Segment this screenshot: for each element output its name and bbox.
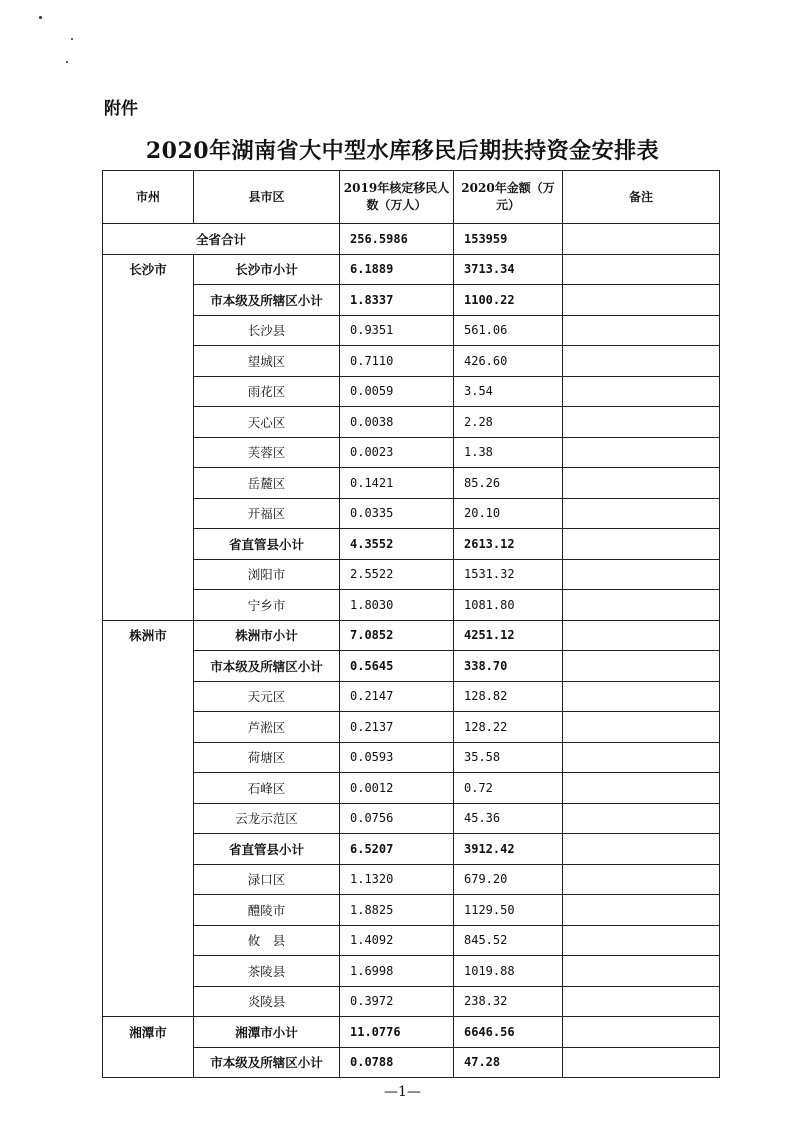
- city-cell: [103, 498, 194, 529]
- city-cell: [103, 956, 194, 987]
- remark-cell: [563, 956, 720, 987]
- city-cell: [103, 895, 194, 926]
- population-cell: 11.0776: [340, 1017, 454, 1048]
- city-cell: [103, 712, 194, 743]
- table-row: [103, 376, 720, 407]
- remark-cell: [563, 346, 720, 377]
- population-cell: 1.6998: [340, 956, 454, 987]
- population-cell: 0.0012: [340, 773, 454, 804]
- county-cell: 茶陵县: [194, 956, 340, 987]
- population-cell: 0.3972: [340, 986, 454, 1017]
- county-cell: 天心区: [194, 407, 340, 438]
- remark-cell: [563, 285, 720, 316]
- table-row: [103, 529, 720, 560]
- city-cell: [103, 529, 194, 560]
- amount-cell: 3912.42: [454, 834, 563, 865]
- population-cell: 4.3552: [340, 529, 454, 560]
- city-cell: [103, 864, 194, 895]
- county-cell: 省直管县小计: [194, 834, 340, 865]
- population-cell: 0.0038: [340, 407, 454, 438]
- table-row: [103, 712, 720, 743]
- county-cell: 石峰区: [194, 773, 340, 804]
- city-cell: [103, 315, 194, 346]
- table-row: [103, 986, 720, 1017]
- amount-cell: 3.54: [454, 376, 563, 407]
- table-row: [103, 407, 720, 438]
- remark-cell: [563, 407, 720, 438]
- county-cell: 岳麓区: [194, 468, 340, 499]
- county-cell: 荷塘区: [194, 742, 340, 773]
- table-body: [103, 224, 720, 1078]
- remark-cell: [563, 803, 720, 834]
- remark-cell: [563, 986, 720, 1017]
- remark-cell: [563, 468, 720, 499]
- table-row: [103, 895, 720, 926]
- city-cell: [103, 376, 194, 407]
- county-cell: 长沙县: [194, 315, 340, 346]
- table-row: [103, 773, 720, 804]
- city-cell: [103, 285, 194, 316]
- county-cell: 开福区: [194, 498, 340, 529]
- city-cell: [103, 773, 194, 804]
- county-cell: 炎陵县: [194, 986, 340, 1017]
- scan-speck: [71, 38, 73, 40]
- amount-cell: 4251.12: [454, 620, 563, 651]
- population-cell: 0.5645: [340, 651, 454, 682]
- table-row: [103, 742, 720, 773]
- header-amount: 2020年金额（万元）: [454, 171, 563, 224]
- amount-cell: 1.38: [454, 437, 563, 468]
- remark-cell: [563, 895, 720, 926]
- amount-cell: 2.28: [454, 407, 563, 438]
- remark-cell: [563, 925, 720, 956]
- population-cell: 0.0593: [340, 742, 454, 773]
- population-cell: 1.8337: [340, 285, 454, 316]
- remark-cell: [563, 773, 720, 804]
- header-remark: 备注: [563, 171, 720, 224]
- population-cell: 1.4092: [340, 925, 454, 956]
- amount-cell: 1531.32: [454, 559, 563, 590]
- remark-cell: [563, 864, 720, 895]
- table-row: [103, 956, 720, 987]
- population-cell: 6.5207: [340, 834, 454, 865]
- amount-cell: 1100.22: [454, 285, 563, 316]
- remark-cell: [563, 651, 720, 682]
- grand-total-label: 全省合计: [103, 224, 340, 255]
- city-cell: [103, 1047, 194, 1078]
- county-cell: 宁乡市: [194, 590, 340, 621]
- city-cell: [103, 925, 194, 956]
- remark-cell: [563, 742, 720, 773]
- population-cell: 0.0023: [340, 437, 454, 468]
- table-row: [103, 498, 720, 529]
- population-cell: 6.1889: [340, 254, 454, 285]
- table-row: [103, 1047, 720, 1078]
- amount-cell: 45.36: [454, 803, 563, 834]
- county-cell: 渌口区: [194, 864, 340, 895]
- header-city: 市州: [103, 171, 194, 224]
- remark-cell: [563, 529, 720, 560]
- amount-cell: 0.72: [454, 773, 563, 804]
- remark-cell: [563, 1017, 720, 1048]
- population-cell: 1.1320: [340, 864, 454, 895]
- amount-cell: 426.60: [454, 346, 563, 377]
- county-cell: 株洲市小计: [194, 620, 340, 651]
- county-cell: 市本级及所辖区小计: [194, 651, 340, 682]
- amount-cell: 128.82: [454, 681, 563, 712]
- page-number: —1—: [384, 1084, 421, 1100]
- county-cell: 芙蓉区: [194, 437, 340, 468]
- table-row: [103, 925, 720, 956]
- amount-cell: 845.52: [454, 925, 563, 956]
- attachment-label: 附件: [104, 99, 138, 119]
- county-cell: 浏阳市: [194, 559, 340, 590]
- amount-cell: 238.32: [454, 986, 563, 1017]
- county-cell: 云龙示范区: [194, 803, 340, 834]
- amount-cell: 35.58: [454, 742, 563, 773]
- table-row: [103, 590, 720, 621]
- city-cell: 湘潭市: [103, 1017, 194, 1048]
- remark-cell: [563, 437, 720, 468]
- county-cell: 雨花区: [194, 376, 340, 407]
- header-county: 县市区: [194, 171, 340, 224]
- amount-cell: 1081.80: [454, 590, 563, 621]
- table-row: [103, 681, 720, 712]
- county-cell: 省直管县小计: [194, 529, 340, 560]
- remark-cell: [563, 315, 720, 346]
- table-row: [103, 315, 720, 346]
- population-cell: 0.2147: [340, 681, 454, 712]
- table-row: [103, 254, 720, 285]
- county-cell: 湘潭市小计: [194, 1017, 340, 1048]
- county-cell: 长沙市小计: [194, 254, 340, 285]
- county-cell: 天元区: [194, 681, 340, 712]
- city-cell: [103, 468, 194, 499]
- table-row: [103, 1017, 720, 1048]
- remark-cell: [563, 834, 720, 865]
- county-cell: 醴陵市: [194, 895, 340, 926]
- table-row: [103, 224, 720, 255]
- city-cell: [103, 437, 194, 468]
- remark-cell: [563, 224, 720, 255]
- remark-cell: [563, 590, 720, 621]
- document-title: 2020年湖南省大中型水库移民后期扶持资金安排表: [145, 138, 660, 164]
- population-cell: 0.0788: [340, 1047, 454, 1078]
- amount-cell: 128.22: [454, 712, 563, 743]
- city-cell: [103, 559, 194, 590]
- city-cell: [103, 346, 194, 377]
- table-header-row: [103, 171, 720, 224]
- amount-cell: 338.70: [454, 651, 563, 682]
- county-cell: 市本级及所辖区小计: [194, 285, 340, 316]
- remark-cell: [563, 681, 720, 712]
- table-row: [103, 834, 720, 865]
- city-cell: [103, 651, 194, 682]
- population-cell: 0.7110: [340, 346, 454, 377]
- amount-cell: 2613.12: [454, 529, 563, 560]
- table-row: [103, 803, 720, 834]
- table-row: [103, 285, 720, 316]
- population-cell: 0.0756: [340, 803, 454, 834]
- population-cell: 0.0335: [340, 498, 454, 529]
- remark-cell: [563, 376, 720, 407]
- city-cell: 长沙市: [103, 254, 194, 285]
- county-cell: 市本级及所辖区小计: [194, 1047, 340, 1078]
- city-cell: 株洲市: [103, 620, 194, 651]
- county-cell: 望城区: [194, 346, 340, 377]
- population-cell: 0.2137: [340, 712, 454, 743]
- table-row: [103, 468, 720, 499]
- city-cell: [103, 803, 194, 834]
- remark-cell: [563, 1047, 720, 1078]
- amount-cell: 561.06: [454, 315, 563, 346]
- amount-cell: 679.20: [454, 864, 563, 895]
- table-row: [103, 651, 720, 682]
- table-row: [103, 864, 720, 895]
- header-population: 2019年核定移民人数（万人）: [340, 171, 454, 224]
- amount-cell: 1129.50: [454, 895, 563, 926]
- city-cell: [103, 681, 194, 712]
- city-cell: [103, 742, 194, 773]
- amount-cell: 3713.34: [454, 254, 563, 285]
- scan-speck: [66, 61, 68, 63]
- population-cell: 1.8030: [340, 590, 454, 621]
- population-cell: 0.0059: [340, 376, 454, 407]
- table-row: [103, 559, 720, 590]
- amount-cell: 6646.56: [454, 1017, 563, 1048]
- population-cell: 0.9351: [340, 315, 454, 346]
- amount-cell: 153959: [454, 224, 563, 255]
- city-cell: [103, 407, 194, 438]
- city-cell: [103, 834, 194, 865]
- population-cell: 2.5522: [340, 559, 454, 590]
- table-row: [103, 437, 720, 468]
- city-cell: [103, 590, 194, 621]
- remark-cell: [563, 712, 720, 743]
- scan-speck: [39, 16, 42, 19]
- amount-cell: 20.10: [454, 498, 563, 529]
- city-cell: [103, 986, 194, 1017]
- amount-cell: 47.28: [454, 1047, 563, 1078]
- remark-cell: [563, 620, 720, 651]
- population-cell: 0.1421: [340, 468, 454, 499]
- amount-cell: 85.26: [454, 468, 563, 499]
- table-row: [103, 346, 720, 377]
- table-row: [103, 620, 720, 651]
- population-cell: 256.5986: [340, 224, 454, 255]
- county-cell: 攸 县: [194, 925, 340, 956]
- amount-cell: 1019.88: [454, 956, 563, 987]
- county-cell: 芦淞区: [194, 712, 340, 743]
- remark-cell: [563, 254, 720, 285]
- population-cell: 7.0852: [340, 620, 454, 651]
- population-cell: 1.8825: [340, 895, 454, 926]
- remark-cell: [563, 559, 720, 590]
- funding-table: [102, 170, 720, 1078]
- remark-cell: [563, 498, 720, 529]
